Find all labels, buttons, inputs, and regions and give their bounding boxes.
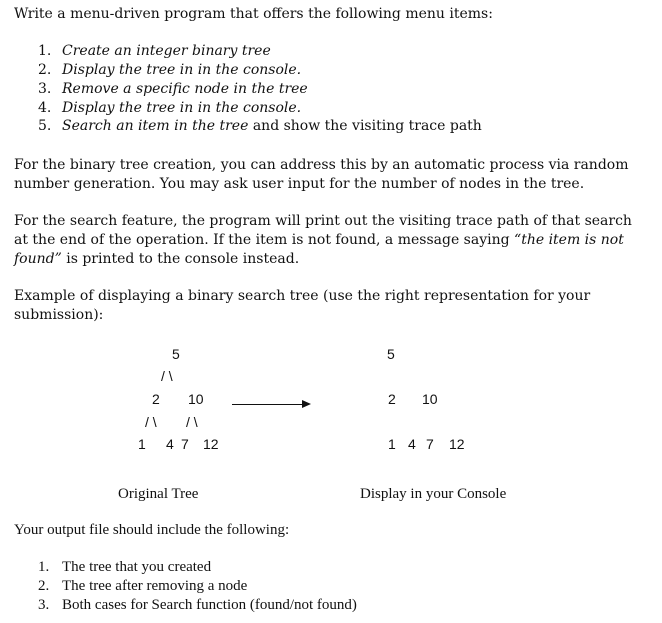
tree-node: 10 — [188, 391, 204, 407]
example-paragraph: Example of displaying a binary search tree (use the right representation for your submission): — [14, 288, 591, 323]
tree-branch: / \ — [145, 414, 157, 430]
tree-node: 12 — [203, 436, 219, 452]
tree-node: 5 — [172, 346, 180, 362]
tree-node: 12 — [449, 436, 465, 452]
tree-branch: / \ — [186, 414, 198, 430]
tree-node: 2 — [152, 391, 160, 407]
tree-node: 1 — [388, 436, 396, 452]
tree-node: 5 — [387, 346, 395, 362]
menu-item: 1. Create an integer binary tree — [38, 43, 271, 59]
menu-item: 5. Search an item in the tree and show the visiting trace path — [38, 118, 482, 134]
arrow-line — [232, 404, 304, 405]
tree-node: 1 — [138, 436, 146, 452]
tree-node: 7 — [426, 436, 434, 452]
output-intro: Your output file should include the following: — [14, 522, 290, 538]
tree-node: 10 — [422, 391, 438, 407]
output-item: 2. The tree after removing a node — [38, 578, 248, 594]
arrow-right-icon — [302, 400, 311, 408]
menu-item: 4. Display the tree in in the console. — [38, 100, 302, 116]
tree-node: 4 — [408, 436, 416, 452]
search-paragraph: For the search feature, the program will print out the visiting trace path of that search at the end of the operation. If the item is not found, a message saying “the item is not found” is printed to the console instead. — [14, 213, 632, 267]
original-tree-caption: Original Tree — [118, 486, 199, 502]
menu-item: 3. Remove a specific node in the tree — [38, 81, 308, 97]
console-tree-caption: Display in your Console — [360, 486, 507, 502]
tree-node: 7 — [181, 436, 189, 452]
tree-branch: / \ — [161, 368, 173, 384]
creation-paragraph: For the binary tree creation, you can address this by an automatic process via random number generation. You may ask user input for the number of nodes in the tree. — [14, 157, 629, 192]
menu-item: 2. Display the tree in in the console. — [38, 62, 302, 78]
intro-text: Write a menu-driven program that offers the following menu items: — [14, 6, 493, 22]
tree-node: 4 — [166, 436, 174, 452]
output-item: 3. Both cases for Search function (found/not found) — [38, 597, 357, 613]
tree-node: 2 — [388, 391, 396, 407]
output-item: 1. The tree that you created — [38, 559, 212, 575]
